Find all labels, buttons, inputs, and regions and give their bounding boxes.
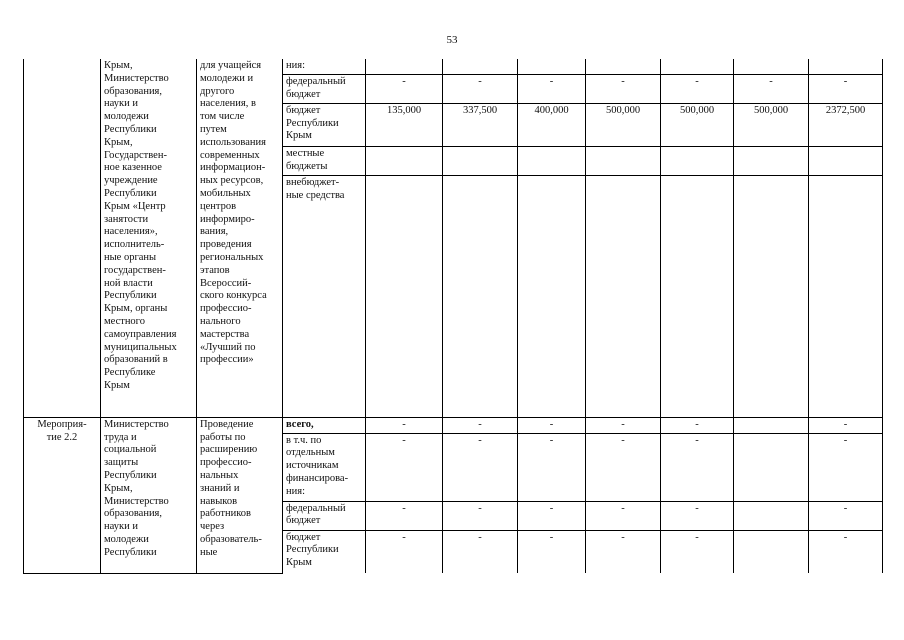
table-row [24,59,883,74]
funding-source-cell: федеральный бюджет [283,501,366,530]
value-cell [734,59,809,74]
value-cell [809,146,883,175]
value-cell: 500,000 [586,103,661,146]
value-cell [661,59,734,74]
value-cell [586,59,661,74]
value-cell [734,175,809,417]
value-cell: - [518,417,586,433]
value-cell: - [809,530,883,573]
value-cell: 500,000 [661,103,734,146]
event-cell: Мероприя- тие 2.2 [24,417,101,573]
value-cell: - [661,530,734,573]
value-cell [734,417,809,433]
value-cell [586,146,661,175]
value-cell [734,146,809,175]
value-cell: - [366,501,443,530]
description-cell: Проведение работы по расширению профессио- нальных знаний и навыков работников через образователь- ные [197,417,283,573]
budget-table [23,59,883,574]
value-cell: - [809,501,883,530]
funding-source-cell: внебюджет- ные средства [283,175,366,417]
value-cell: - [661,417,734,433]
value-cell: - [366,433,443,501]
value-cell: - [366,74,443,103]
value-cell [366,59,443,74]
value-cell [734,433,809,501]
value-cell [586,175,661,417]
event-cell [24,59,101,417]
value-cell: - [443,501,518,530]
description-cell: для учащейся молодежи и другого населения, в том числе путем использования современных информацион- ных ресурсов, мобильных центров информиро- вания, проведения региональных этапов Всероссий- ского конкурса профессио- нального мастерства «Лучший по профессии» [197,59,283,417]
value-cell: - [518,74,586,103]
value-cell: 400,000 [518,103,586,146]
value-cell: - [586,501,661,530]
funding-source-cell: в т.ч. по отдельным источникам финансирова- ния: [283,433,366,501]
value-cell: - [809,74,883,103]
executors-cell: Крым, Министерство образования, науки и молодежи Республики Крым, Государствен- ное казенное учреждение Республики Крым «Центр занятости населения», исполнитель- ные органы государствен- ной власти Республики Крым, органы местного самоуправления муниципальных образований в Республике Крым [101,59,197,417]
value-cell: - [443,433,518,501]
value-cell: - [809,433,883,501]
value-cell [809,59,883,74]
value-cell: - [366,530,443,573]
value-cell [443,146,518,175]
value-cell: - [518,433,586,501]
value-cell: - [661,433,734,501]
funding-source-cell: федеральный бюджет [283,74,366,103]
value-cell [809,175,883,417]
executors-cell: Министерство труда и социальной защиты Республики Крым, Министерство образования, науки и молодежи Республики [101,417,197,573]
value-cell: - [586,74,661,103]
value-cell: - [518,501,586,530]
value-cell [443,59,518,74]
value-cell: - [586,530,661,573]
value-cell [661,146,734,175]
value-cell: 2372,500 [809,103,883,146]
value-cell: - [443,530,518,573]
value-cell [518,59,586,74]
value-cell: 337,500 [443,103,518,146]
page-number: 53 [446,34,458,46]
funding-source-cell: ния: [283,59,366,74]
funding-source-cell: бюджет Республики Крым [283,530,366,573]
value-cell: - [734,74,809,103]
value-cell: 500,000 [734,103,809,146]
value-cell [518,146,586,175]
value-cell [443,175,518,417]
value-cell: - [586,433,661,501]
value-cell: - [661,74,734,103]
value-cell: - [366,417,443,433]
value-cell: 135,000 [366,103,443,146]
value-cell: - [518,530,586,573]
funding-source-cell: всего, [283,417,366,433]
funding-source-cell: бюджет Республики Крым [283,103,366,146]
funding-source-cell: местные бюджеты [283,146,366,175]
value-cell: - [443,417,518,433]
value-cell [366,146,443,175]
value-cell: - [443,74,518,103]
value-cell [661,175,734,417]
value-cell: - [809,417,883,433]
table-row [24,417,883,433]
value-cell [518,175,586,417]
value-cell [734,530,809,573]
value-cell: - [661,501,734,530]
value-cell [734,501,809,530]
value-cell [366,175,443,417]
value-cell: - [586,417,661,433]
